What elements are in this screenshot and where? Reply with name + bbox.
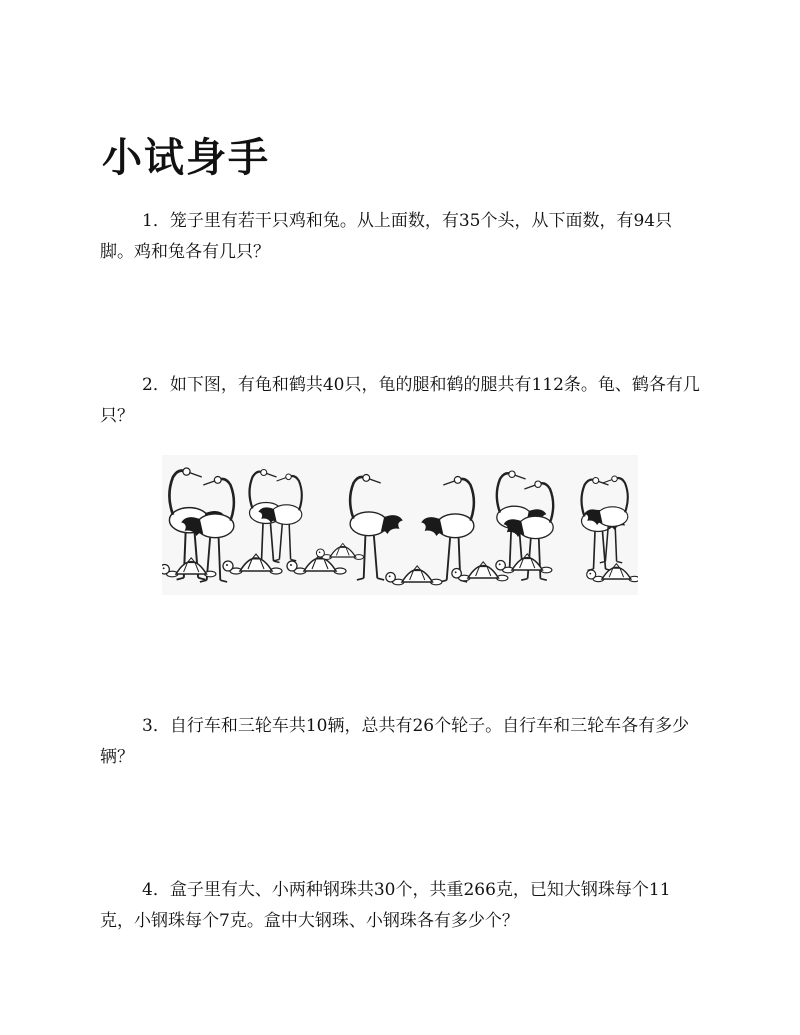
- question-1-number: 1．: [142, 211, 170, 231]
- question-4-number: 4．: [142, 880, 170, 900]
- crane-figure: [584, 476, 627, 563]
- question-3: [100, 711, 702, 773]
- question-4-text: 盒子里有大、小两种钢珠共30个，共重266克，已知大钢珠每个11克，小钢珠每个7克。盒中大钢珠、小钢珠各有多少个？: [100, 880, 671, 931]
- page-title: 小试身手: [102, 135, 270, 181]
- crane-figure: [350, 475, 403, 580]
- turtle-figure: [316, 543, 363, 559]
- cranes-and-turtles-illustration: [162, 455, 638, 595]
- question-1: [100, 206, 702, 268]
- cranes-and-turtles-drawing: [162, 455, 638, 595]
- crane-figure: [421, 477, 474, 582]
- question-2-text: 如下图，有龟和鹤共40只，龟的腿和鹤的腿共有112条。龟、鹤各有几只？: [100, 375, 700, 426]
- question-2: [100, 370, 702, 432]
- question-2-number: 2．: [142, 375, 170, 395]
- turtle-figure: [386, 566, 442, 585]
- question-3-text: 自行车和三轮车共10辆，总共有26个轮子。自行车和三轮车各有多少辆？: [100, 716, 690, 767]
- crane-figure: [258, 474, 301, 561]
- question-1-text: 笼子里有若干只鸡和兔。从上面数，有35个头，从下面数，有94只脚。鸡和兔各有几只？: [100, 211, 673, 262]
- question-3-number: 3．: [142, 716, 170, 736]
- question-4: [100, 875, 702, 937]
- turtle-figure: [496, 554, 552, 573]
